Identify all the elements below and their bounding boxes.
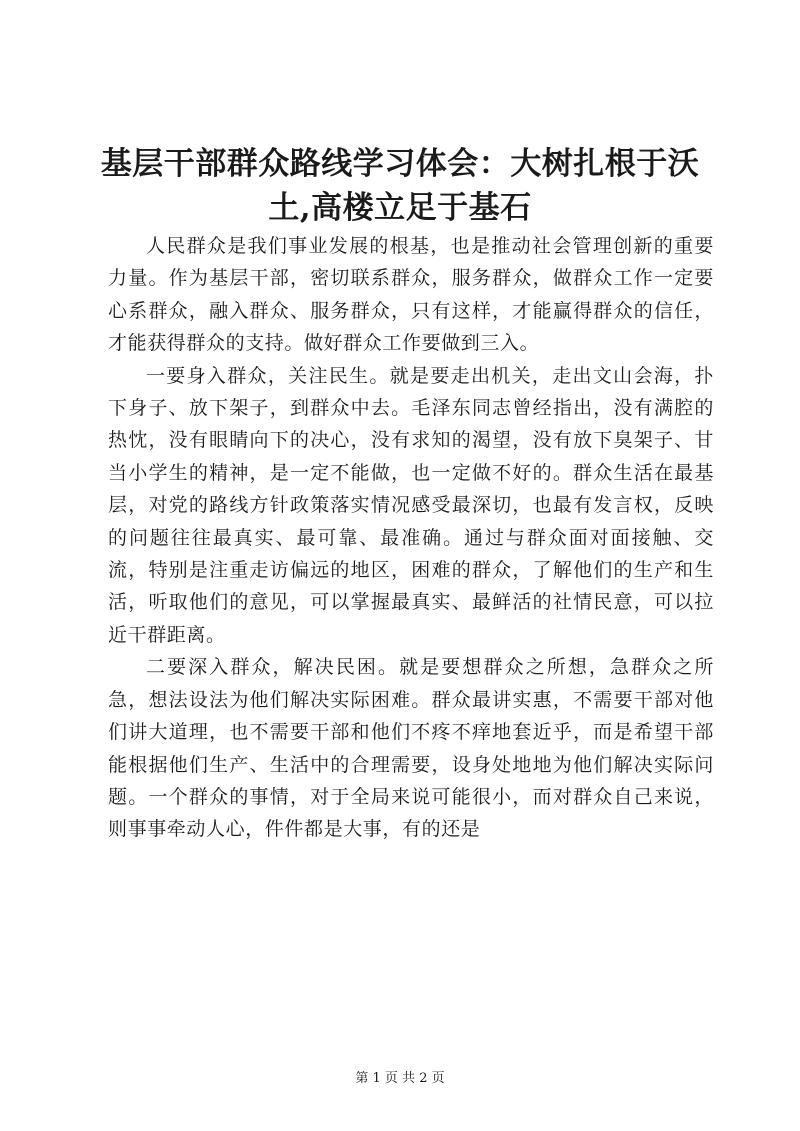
document-title: 基层干部群众路线学习体会：大树扎根于沃土,高楼立足于基石 [100,146,700,226]
paragraph-second-point: 二要深入群众，解决民困。就是要想群众之所想，急群众之所急，想法设法为他们解决实际困难。群众最讲实惠，不需要干部对他们讲大道理，也不需要干部和他们不疼不痒地套近乎，而是希望干部能根据他们生产、生活中的合理需要，设身处地地为他们解决实际问题。一个群众的事情，对于全局来说可能很小，而对群众自己来说，则事事牵动人心，件件都是大事，有的还是 [108,656,714,841]
paragraph-first-point: 一要身入群众，关注民生。就是要走出机关，走出文山会海，扑下身子、放下架子，到群众中去。毛泽东同志曾经指出，没有满腔的热忱，没有眼睛向下的决心，没有求知的渴望，没有放下臭架子、甘当小学生的精神，是一定不能做，也一定做不好的。群众生活在最基层，对党的路线方针政策落实情况感受最深切，也最有发言权，反映的问题往往最真实、最可靠、最准确。通过与群众面对面接触、交流，特别是注重走访偏远的地区，困难的群众，了解他们的生产和生活，听取他们的意见，可以掌握最真实、最鲜活的社情民意，可以拉近干群距离。 [108,364,714,646]
paragraph-intro: 人民群众是我们事业发展的根基，也是推动社会管理创新的重要力量。作为基层干部，密切联系群众，服务群众，做群众工作一定要心系群众，融入群众、服务群众，只有这样，才能赢得群众的信任，才能获得群众的支持。做好群众工作要做到三入。 [108,235,714,355]
document-body [108,230,714,846]
page-number-footer: 第 1 页 共 2 页 [355,1071,445,1086]
